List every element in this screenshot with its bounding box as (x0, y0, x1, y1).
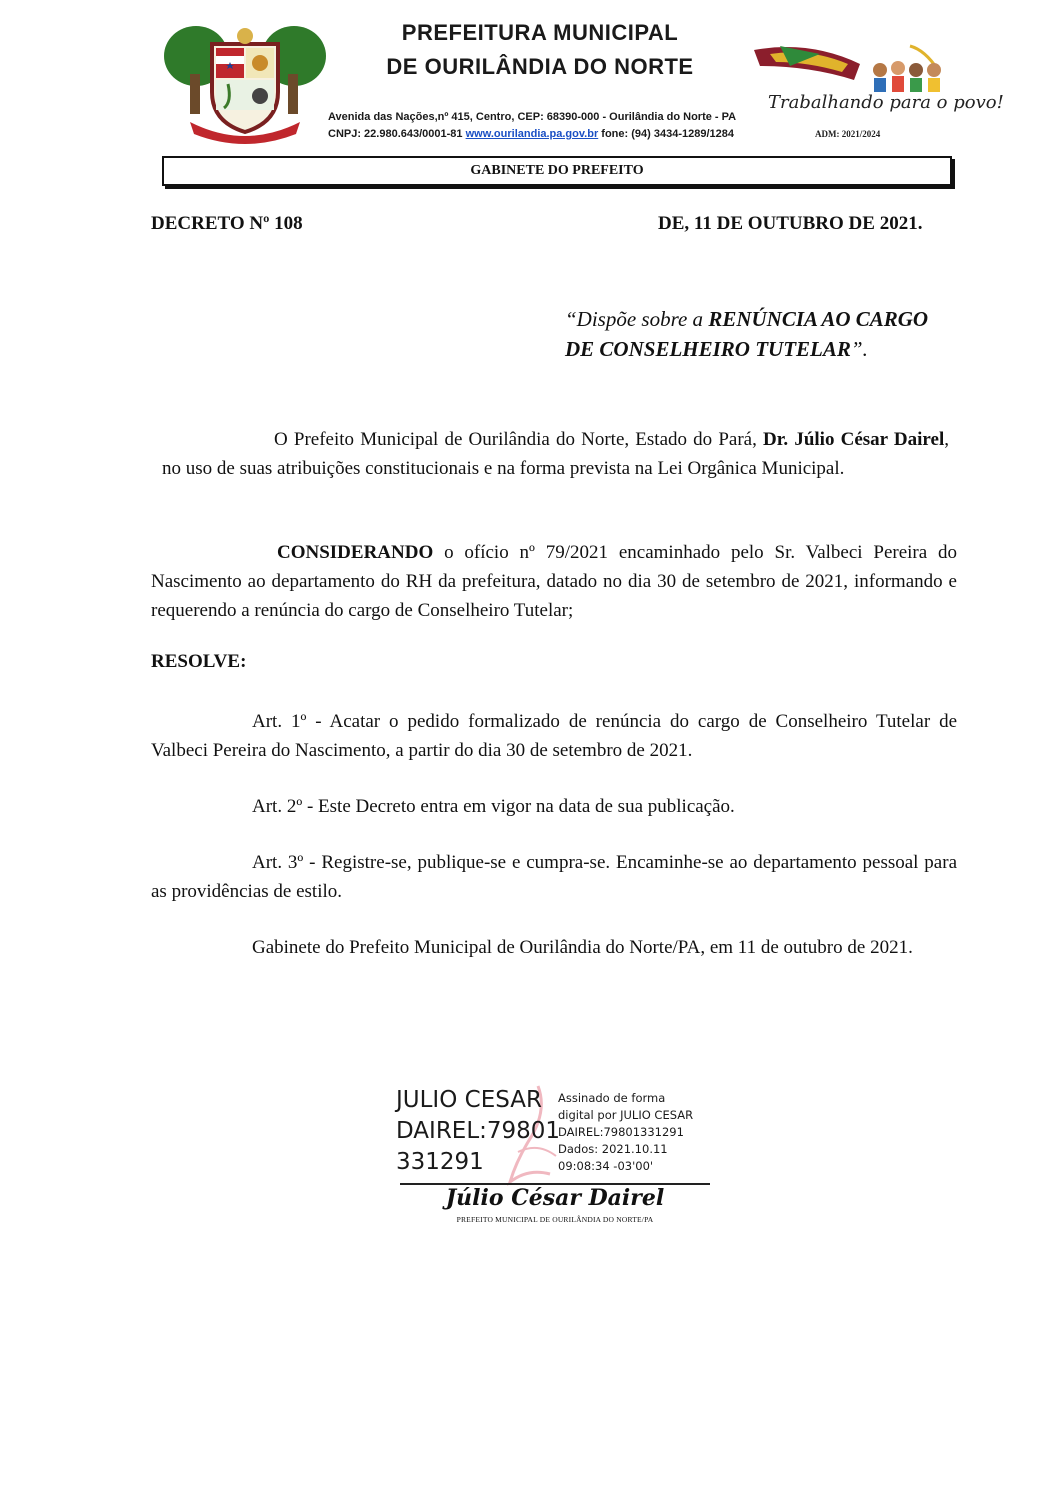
signer-role: PREFEITO MUNICIPAL DE OURILÂNDIA DO NORTE/PA (456, 1215, 654, 1224)
section-title: GABINETE DO PREFEITO (470, 163, 644, 178)
signer-name: Júlio César Dairel (445, 1185, 665, 1211)
phone-text: fone: (94) 3434-1289/1284 (601, 128, 734, 140)
section-header-box (162, 156, 952, 186)
article-3-text: Art. 3º - Registre-se, publique-se e cumpra-se. Encaminhe-se ao departamento pessoal para as providências de estilo. (151, 852, 957, 902)
signature-certificate-name (396, 1085, 560, 1178)
intro-after: , no uso de suas atribuições constitucionais e na forma prevista na Lei Orgânica Municipal. (162, 429, 949, 479)
municipal-coat-of-arms-icon (160, 14, 330, 146)
ementa-subject: RENÚNCIA AO CARGO DE CONSELHEIRO TUTELAR (565, 307, 929, 361)
signature-detail-line1: Assinado de forma (558, 1091, 666, 1105)
ementa-prefix: “Dispõe sobre a (565, 307, 709, 331)
signature-detail-line3: DAIREL:79801331291 (558, 1125, 684, 1139)
signature-detail-line5: 09:08:34 -03'00' (558, 1159, 654, 1173)
decree-date: DE, 11 DE OUTUBRO DE 2021. (658, 213, 923, 234)
signature-name-line2: DAIREL:79801 (396, 1118, 561, 1144)
website-link[interactable]: www.ourilandia.pa.gov.br (465, 128, 599, 140)
administration-logo-icon (750, 40, 955, 100)
article-3 (151, 848, 957, 906)
prefecture-contact-line (328, 128, 734, 140)
administration-period: ADM: 2021/2024 (815, 129, 881, 139)
considering-paragraph (151, 538, 957, 625)
intro-paragraph (162, 425, 949, 483)
article-1-text: Art. 1º - Acatar o pedido formalizado de renúncia do cargo de Conselheiro Tutelar de Valbeci Pereira do Nascimento, a partir do dia 30 de setembro de 2021. (151, 711, 957, 761)
intro-before: O Prefeito Municipal de Ourilândia do Norte, Estado do Pará, (274, 429, 764, 450)
decree-number: DECRETO Nº 108 (151, 213, 303, 234)
prefecture-title-line1: PREFEITURA MUNICIPAL (401, 20, 679, 45)
signature-name-line3: 331291 (396, 1149, 484, 1175)
article-1 (151, 707, 957, 765)
closing-text: Gabinete do Prefeito Municipal de Ourilândia do Norte/PA, em 11 de outubro de 2021. (252, 937, 913, 958)
resolve-heading: RESOLVE: (151, 651, 247, 672)
prefecture-address: Avenida das Nações,nº 415, Centro, CEP: 68390-000 - Ourilândia do Norte - PA (328, 111, 737, 123)
signature-detail-line2: digital por JULIO CESAR (558, 1108, 694, 1122)
mayor-name: Dr. Júlio César Dairel (763, 429, 945, 450)
signature-details (558, 1090, 693, 1175)
prefecture-title-line2: DE OURILÂNDIA DO NORTE (386, 54, 694, 79)
ementa-suffix: ”. (850, 337, 868, 361)
signature-detail-line4: Dados: 2021.10.11 (558, 1142, 668, 1156)
closing-paragraph (151, 933, 957, 962)
decree-ementa (565, 304, 960, 364)
signature-name-line1: JULIO CESAR (396, 1087, 542, 1113)
administration-slogan: Trabalhando para o povo! (768, 92, 1004, 113)
article-2 (151, 792, 957, 821)
cnpj-text: CNPJ: 22.980.643/0001-81 (328, 128, 463, 140)
considering-label: CONSIDERANDO (277, 542, 434, 563)
considering-text: o ofício nº 79/2021 encaminhado pelo Sr. Valbeci Pereira do Nascimento ao departamento do RH da prefeitura, datado no dia 30 de setembro de 2021, informando e requerendo a renúncia do cargo de Conselheiro Tutelar; (151, 542, 957, 621)
article-2-text: Art. 2º - Este Decreto entra em vigor na data de sua publicação. (252, 796, 735, 817)
